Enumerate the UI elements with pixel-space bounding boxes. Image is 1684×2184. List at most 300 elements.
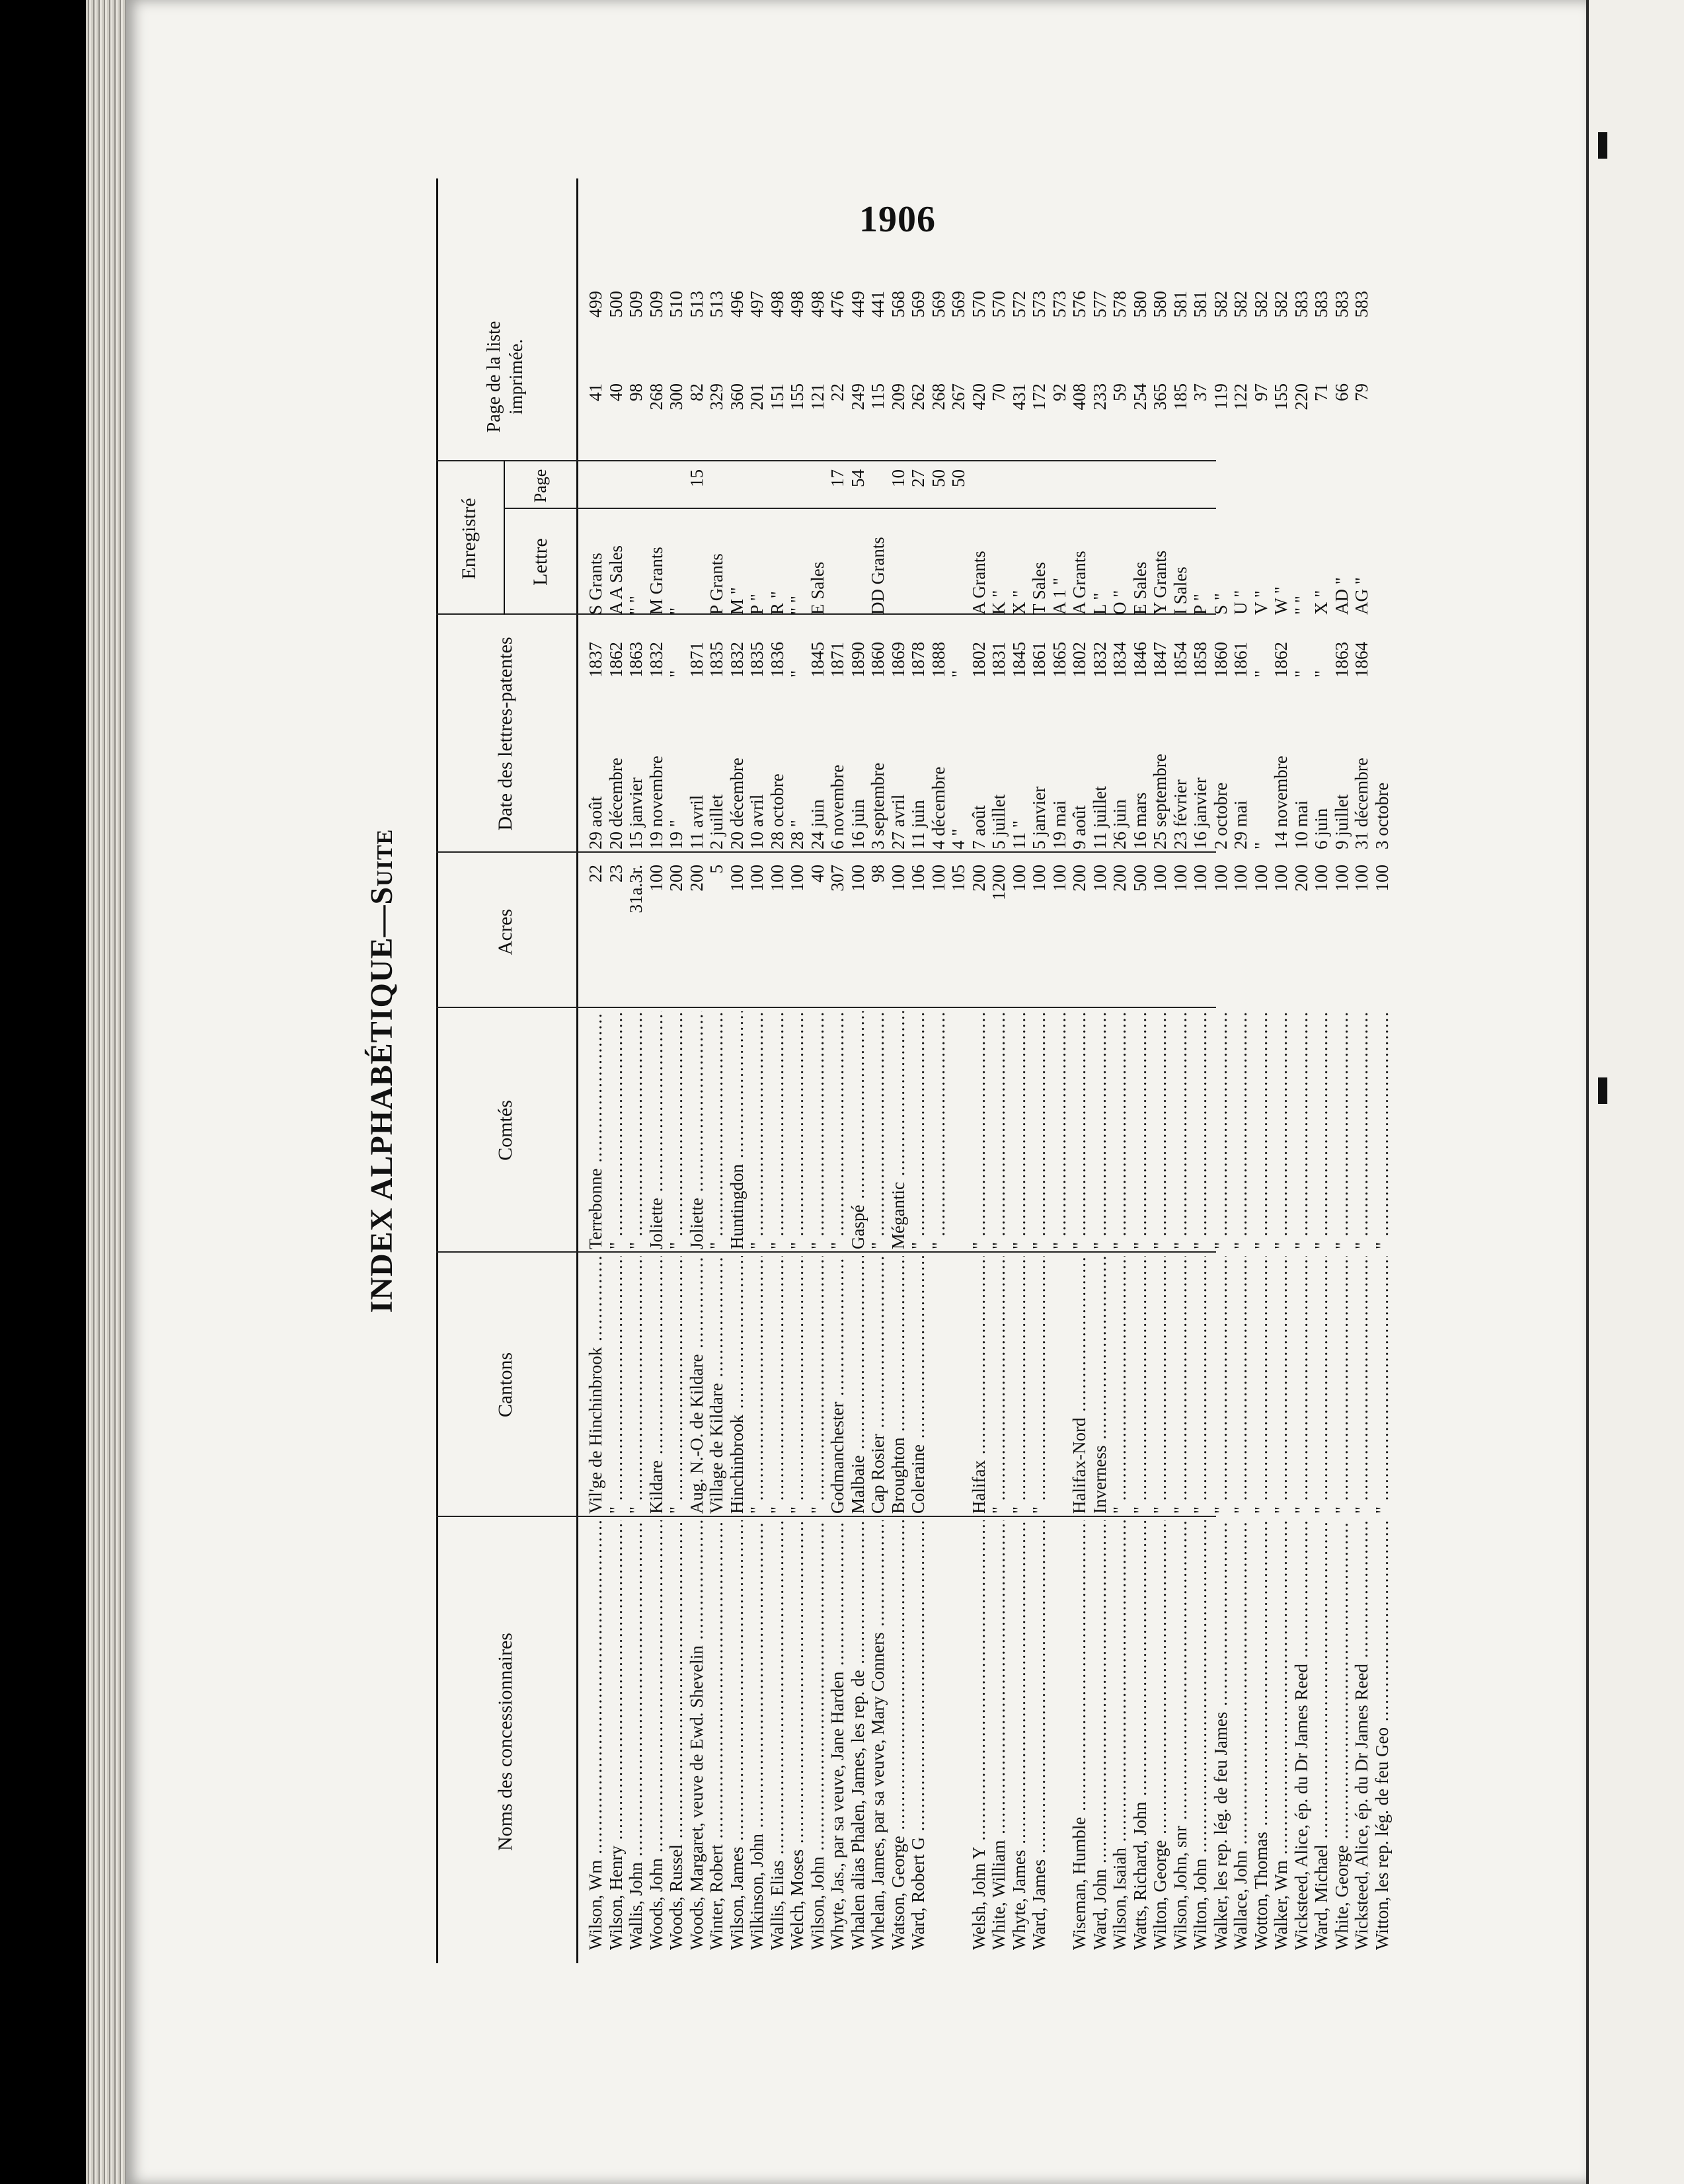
cell-lettre: Y Grants xyxy=(1150,550,1170,615)
cell-acres: 100 xyxy=(1029,865,1049,892)
cell-page-liste: 498 xyxy=(787,291,807,318)
cell-lettre: U " xyxy=(1231,590,1250,615)
cell-page-liste: 497 xyxy=(747,291,767,318)
cell-page-liste: 583 xyxy=(1311,291,1331,318)
cell-name: Watts, Richard, John ..... xyxy=(1129,1520,1151,1950)
cell-year: 1861 xyxy=(1231,642,1250,678)
cell-canton: " ..... xyxy=(1170,1256,1191,1514)
cell-name xyxy=(948,1520,969,1950)
cell-date: 6 juin xyxy=(1311,808,1331,849)
cell-name: Wallace, John ..... xyxy=(1230,1520,1251,1950)
cell-page: 431 xyxy=(1009,383,1029,410)
table-row xyxy=(625,178,646,1963)
cell-lettre xyxy=(907,509,929,615)
cell-canton xyxy=(948,1256,969,1514)
cell-page: 98 xyxy=(626,383,646,401)
table-row xyxy=(1230,178,1251,1963)
cell-name: Whyte, James ..... xyxy=(1009,1520,1030,1950)
cell-page-liste: 573 xyxy=(1049,291,1069,318)
cell-lettre: L " xyxy=(1089,592,1110,615)
cell-canton: " ..... xyxy=(1270,1256,1291,1514)
cell-canton: " ..... xyxy=(1009,1256,1030,1514)
cell-lettre-page: 27 xyxy=(908,469,928,487)
cell-year: 1863 xyxy=(626,642,646,678)
cell-comte: " ..... xyxy=(968,1011,989,1249)
cell-date: 29 août xyxy=(586,796,605,849)
cell-canton: " ..... xyxy=(786,1256,808,1514)
cell-lettre: S " xyxy=(1210,593,1231,615)
cell-year: 1860 xyxy=(1210,642,1231,678)
table-row xyxy=(988,178,1009,1963)
cell-date: 2 juillet xyxy=(707,794,726,849)
cell-date: 2 octobre xyxy=(1210,782,1231,849)
cell-page-liste: 498 xyxy=(807,291,827,318)
cell-year: 1878 xyxy=(908,642,928,678)
cell-page: 70 xyxy=(989,383,1009,401)
cell-lettre-page: 10 xyxy=(888,469,908,487)
cell-acres: 100 xyxy=(847,865,868,892)
cell-canton xyxy=(1049,1256,1070,1514)
cell-acres: 100 xyxy=(646,865,666,892)
cell-lettre-page xyxy=(1351,469,1372,509)
cell-year: 1832 xyxy=(1089,642,1110,678)
table-row xyxy=(585,178,606,1963)
cell-lettre-page: 15 xyxy=(686,469,707,487)
cell-name: Whelan, James, par sa veuve, Mary Conners ..... xyxy=(867,1520,888,1950)
cell-name: Wallis, John ..... xyxy=(625,1520,646,1950)
cell-lettre-page: 50 xyxy=(948,469,968,487)
cell-canton: " ..... xyxy=(1210,1256,1231,1514)
cell-name: Witton, les rep. lég. de feu Geo ..... xyxy=(1371,1520,1393,1950)
cell-year: 1836 xyxy=(767,642,787,678)
cell-date: 16 mars xyxy=(1129,792,1150,849)
cell-lettre: O " xyxy=(1110,590,1129,615)
cell-page-liste: 569 xyxy=(908,291,928,318)
cell-date: 28 octobre xyxy=(767,773,787,849)
cell-canton: Village de Kildare ..... xyxy=(706,1256,727,1514)
cell-lettre-page xyxy=(1009,469,1030,509)
table-row xyxy=(786,178,808,1963)
cell-lettre xyxy=(948,509,969,615)
cell-canton: Malbaie ..... xyxy=(847,1256,868,1514)
cell-page-liste: 449 xyxy=(847,291,868,318)
cell-page: 82 xyxy=(686,383,707,401)
cell-canton xyxy=(928,1256,949,1514)
cell-page: 420 xyxy=(968,383,989,410)
cell-page-liste: 499 xyxy=(586,291,605,318)
cell-canton: " ..... xyxy=(1291,1256,1312,1514)
cell-lettre: A A Sales xyxy=(605,545,626,615)
cell-lettre xyxy=(928,509,949,615)
cell-acres: 98 xyxy=(868,865,888,882)
cell-comte: " ..... xyxy=(1069,1011,1090,1249)
cell-page: 79 xyxy=(1352,383,1371,401)
cell-page-liste: 583 xyxy=(1291,291,1311,318)
cell-lettre-page xyxy=(1371,469,1393,509)
cell-page: 185 xyxy=(1170,383,1190,410)
cell-page-liste: 573 xyxy=(1029,291,1049,318)
cell-date: 4 décembre xyxy=(928,766,948,849)
header-cantons: Cantons xyxy=(494,1352,516,1418)
cell-lettre xyxy=(1371,509,1393,615)
cell-page-liste: 500 xyxy=(605,291,626,318)
cell-acres: 100 xyxy=(767,865,787,892)
cell-year: 1834 xyxy=(1110,642,1129,678)
table-row xyxy=(1170,178,1191,1963)
cell-name: Wiseman, Humble ..... xyxy=(1069,1520,1090,1950)
table-row xyxy=(1109,178,1130,1963)
cell-page: 220 xyxy=(1291,383,1311,410)
cell-lettre xyxy=(827,509,848,615)
cell-page-liste: 581 xyxy=(1170,291,1190,318)
cell-name: Wilson, Henry ..... xyxy=(605,1520,627,1950)
cell-lettre: AD " xyxy=(1331,577,1352,615)
cell-comte: " ..... xyxy=(807,1011,828,1249)
cell-name: Woods, Russel ..... xyxy=(666,1520,687,1950)
cell-comte: " ..... xyxy=(827,1011,848,1249)
cell-name: White, William ..... xyxy=(988,1520,1009,1950)
cell-page: 71 xyxy=(1311,383,1331,401)
table-row xyxy=(1049,178,1070,1963)
cell-year: 1845 xyxy=(807,642,827,678)
cell-date: 20 décembre xyxy=(726,758,747,849)
table-row xyxy=(646,178,667,1963)
cell-acres: 100 xyxy=(1231,865,1250,892)
index-title: INDEX ALPHABÉTIQUE—Suite xyxy=(364,828,399,1313)
cell-lettre: AG " xyxy=(1352,577,1371,615)
cell-date: 19 novembre xyxy=(646,756,666,849)
cell-name: Wilson, John, snr ..... xyxy=(1170,1520,1191,1950)
cell-page-liste: 580 xyxy=(1129,291,1150,318)
cell-lettre-page xyxy=(1210,469,1231,509)
cell-date: 20 décembre xyxy=(605,758,626,849)
cell-page: 37 xyxy=(1190,383,1210,401)
cell-acres: 40 xyxy=(807,865,827,882)
cell-page: 201 xyxy=(747,383,767,410)
cell-canton: Halifax ..... xyxy=(968,1256,989,1514)
cell-year: 1863 xyxy=(1331,642,1352,678)
cell-year: 1871 xyxy=(827,642,847,678)
cell-page-liste: 513 xyxy=(707,291,726,318)
cell-acres: 200 xyxy=(968,865,989,892)
cell-date: 11 juillet xyxy=(1089,786,1110,849)
cell-name: Walker, les rep. lég. de feu James ..... xyxy=(1210,1520,1231,1950)
cell-page: 59 xyxy=(1110,383,1129,401)
cell-lettre xyxy=(847,509,868,615)
cell-date: 10 mai xyxy=(1291,800,1311,849)
cell-acres: 100 xyxy=(1089,865,1110,892)
cell-canton: " ..... xyxy=(1109,1256,1130,1514)
cell-acres: 100 xyxy=(1049,865,1069,892)
cell-year: 1865 xyxy=(1049,642,1069,678)
cell-lettre: K " xyxy=(989,590,1009,615)
table-row xyxy=(1210,178,1231,1963)
cell-year: 1802 xyxy=(968,642,989,678)
cell-lettre: W " xyxy=(1271,586,1291,615)
cell-comte xyxy=(948,1011,969,1249)
cell-canton: Halifax-Nord ..... xyxy=(1069,1256,1090,1514)
cell-lettre: R " xyxy=(767,591,787,615)
cell-lettre-page xyxy=(1230,469,1251,509)
cell-canton: " ..... xyxy=(605,1256,627,1514)
cell-page-liste: 582 xyxy=(1231,291,1250,318)
cell-year: 1835 xyxy=(707,642,726,678)
cell-lettre-page xyxy=(646,469,667,509)
page-stack-edge xyxy=(86,0,126,2184)
cell-page-liste: 513 xyxy=(686,291,707,318)
cell-canton: Coleraine ..... xyxy=(907,1256,929,1514)
cell-page: 233 xyxy=(1089,383,1110,410)
cell-year: 1871 xyxy=(686,642,707,678)
cell-date: 7 août xyxy=(968,805,989,849)
cell-year: " xyxy=(666,670,686,678)
table-row xyxy=(686,178,707,1963)
cell-acres: 100 xyxy=(1009,865,1029,892)
table-row xyxy=(1270,178,1291,1963)
cell-name: Watson, George ..... xyxy=(888,1520,909,1950)
cell-canton: " ..... xyxy=(1149,1256,1170,1514)
cell-page: 22 xyxy=(827,383,847,401)
cell-year: 1862 xyxy=(605,642,626,678)
header-lettre: Lettre xyxy=(529,538,551,586)
cell-date: 14 novembre xyxy=(1271,756,1291,849)
cell-year: 1888 xyxy=(928,642,948,678)
rotated-index-table xyxy=(364,178,1392,1963)
binding-mark xyxy=(1598,132,1607,159)
enregistre-rule xyxy=(504,461,505,615)
cell-lettre-page xyxy=(1129,469,1151,509)
cell-acres: 500 xyxy=(1129,865,1150,892)
cell-comte: " ..... xyxy=(1089,1011,1110,1249)
cell-year: 1832 xyxy=(646,642,666,678)
cell-acres: 100 xyxy=(726,865,747,892)
cell-canton: " ..... xyxy=(767,1256,788,1514)
cell-year: 1832 xyxy=(726,642,747,678)
cell-page: 209 xyxy=(888,383,908,410)
cell-page-liste: 441 xyxy=(868,291,888,318)
cell-year: 1802 xyxy=(1069,642,1089,678)
cell-name: Woods, John ..... xyxy=(646,1520,667,1950)
cell-acres: 100 xyxy=(888,865,908,892)
cell-acres: 1200 xyxy=(989,865,1009,900)
cell-year: " xyxy=(948,670,968,678)
cell-page-liste: 569 xyxy=(948,291,968,318)
cell-page: 121 xyxy=(807,383,827,410)
cell-lettre: M Grants xyxy=(646,547,666,615)
cell-lettre-page xyxy=(767,469,788,509)
cell-date: 15 janvier xyxy=(626,777,646,849)
cell-date: 24 juin xyxy=(807,799,827,849)
cell-lettre: A Grants xyxy=(1069,551,1089,615)
cell-year: 1835 xyxy=(747,642,767,678)
cell-lettre: I Sales xyxy=(1170,566,1190,615)
cell-page-liste: 581 xyxy=(1190,291,1210,318)
cell-name: White, George ..... xyxy=(1331,1520,1352,1950)
cell-canton: " ..... xyxy=(1351,1256,1372,1514)
cell-lettre: E Sales xyxy=(807,561,827,615)
cell-page: 40 xyxy=(605,383,626,401)
cell-date: 4 " xyxy=(948,828,968,849)
cell-page-liste: 570 xyxy=(989,291,1009,318)
cell-canton: " ..... xyxy=(988,1256,1009,1514)
cell-comte: " ..... xyxy=(1109,1011,1130,1249)
cell-comte: Mégantic ..... xyxy=(888,1011,909,1249)
cell-page: 41 xyxy=(586,383,605,401)
cell-name: Wicksteed, Alice, ép. du Dr James Reed ..... xyxy=(1351,1520,1372,1950)
table-row xyxy=(1291,178,1312,1963)
cell-acres: 22 xyxy=(586,865,605,882)
cell-comte: " ..... xyxy=(1270,1011,1291,1249)
cell-date: 11 " xyxy=(1009,820,1029,849)
cell-canton: " ..... xyxy=(625,1256,646,1514)
cell-comte: " ..... xyxy=(1371,1011,1393,1249)
cell-page-liste: 583 xyxy=(1331,291,1352,318)
cell-lettre-page xyxy=(1149,469,1170,509)
cell-year: 1847 xyxy=(1150,642,1170,678)
cell-canton: " ..... xyxy=(1371,1256,1393,1514)
cell-page-liste: 572 xyxy=(1009,291,1029,318)
cell-name: Wilson, Isaiah ..... xyxy=(1109,1520,1130,1950)
cell-acres: 100 xyxy=(928,865,948,892)
cell-page: 329 xyxy=(707,383,726,410)
cell-comte: " ..... xyxy=(666,1011,687,1249)
cell-name: Wilson, John ..... xyxy=(807,1520,828,1950)
header-page-liste: Page de la liste imprimée. xyxy=(484,321,527,433)
cell-page-liste: 582 xyxy=(1250,291,1271,318)
cell-acres: 31a.3r. xyxy=(626,865,646,914)
cell-year: 1837 xyxy=(586,642,605,678)
cell-page-liste: 568 xyxy=(888,291,908,318)
cell-lettre: A 1 " xyxy=(1049,577,1069,615)
cell-year: 1845 xyxy=(1009,642,1029,678)
cell-comte: " ..... xyxy=(1149,1011,1170,1249)
table-row xyxy=(1351,178,1372,1963)
cell-lettre xyxy=(888,509,909,615)
header-bottom-rule xyxy=(576,178,578,1963)
cell-comte: " ..... xyxy=(907,1011,929,1249)
cell-canton: Broughton ..... xyxy=(888,1256,909,1514)
cell-page: 254 xyxy=(1129,383,1150,410)
table-row xyxy=(666,178,687,1963)
cell-page: 151 xyxy=(767,383,787,410)
cell-name xyxy=(928,1520,949,1950)
cell-name: Wilkinson, John ..... xyxy=(746,1520,767,1950)
table-row xyxy=(928,178,949,1963)
cell-lettre: DD Grants xyxy=(868,537,888,615)
cell-acres: 200 xyxy=(1291,865,1311,892)
cell-acres: 100 xyxy=(747,865,767,892)
cell-page-liste: 509 xyxy=(646,291,666,318)
cell-lettre: P " xyxy=(1190,594,1210,615)
table-row xyxy=(726,178,747,1963)
cell-acres: 106 xyxy=(908,865,928,892)
cell-page: 268 xyxy=(646,383,666,410)
cell-date: 3 septembre xyxy=(868,762,888,849)
table-row xyxy=(746,178,767,1963)
cell-page: 365 xyxy=(1150,383,1170,410)
cell-lettre-page: 54 xyxy=(847,469,868,487)
cell-year: " xyxy=(1311,670,1331,678)
cell-acres: 5 xyxy=(707,865,726,874)
cell-acres: 100 xyxy=(787,865,807,892)
cell-acres: 200 xyxy=(1069,865,1089,892)
cell-lettre: S Grants xyxy=(586,553,605,615)
cell-lettre: V " xyxy=(1250,590,1271,615)
cell-page-liste xyxy=(1371,291,1393,377)
cell-page-liste: 577 xyxy=(1089,291,1110,318)
cell-page: 267 xyxy=(948,383,968,410)
cell-page: 115 xyxy=(868,383,888,410)
table-row xyxy=(847,178,868,1963)
table-row xyxy=(1028,178,1050,1963)
cell-date: 28 " xyxy=(787,820,807,849)
cell-name: Woods, Margaret, veuve de Ewd. Shevelin ..... xyxy=(686,1520,707,1950)
table-row xyxy=(1190,178,1211,1963)
cell-date: 9 juillet xyxy=(1331,794,1352,849)
cell-lettre-page xyxy=(786,469,808,509)
cell-lettre-page xyxy=(605,469,627,509)
cell-lettre: " xyxy=(666,607,686,615)
cell-comte: " ..... xyxy=(1170,1011,1191,1249)
cell-date: 19 mai xyxy=(1049,800,1069,849)
cell-date: 27 avril xyxy=(888,794,908,849)
cell-comte: Huntingdon ..... xyxy=(726,1011,747,1249)
cell-comte: " ..... xyxy=(1129,1011,1151,1249)
cell-date: 19 " xyxy=(666,820,686,849)
cell-comte: " ..... xyxy=(1230,1011,1251,1249)
cell-comte: " ..... xyxy=(1331,1011,1352,1249)
table-row xyxy=(907,178,929,1963)
cell-canton: " ..... xyxy=(1230,1256,1251,1514)
cell-acres: 100 xyxy=(1250,865,1271,892)
cell-page: 122 xyxy=(1231,383,1250,410)
cell-name: Wotton, Thomas ..... xyxy=(1250,1520,1272,1950)
cell-canton: Inverness ..... xyxy=(1089,1256,1110,1514)
cell-lettre-page xyxy=(726,469,747,509)
cell-lettre: T Sales xyxy=(1029,562,1049,615)
cell-year: 1890 xyxy=(847,642,868,678)
cell-lettre-page xyxy=(706,469,727,509)
table-row xyxy=(827,178,848,1963)
cell-acres: 100 xyxy=(1170,865,1190,892)
cell-acres: 100 xyxy=(1150,865,1170,892)
cell-lettre-page xyxy=(968,469,989,509)
cell-name xyxy=(1049,1520,1070,1950)
cell-comte: Joliette ..... xyxy=(646,1011,667,1249)
table-row xyxy=(767,178,788,1963)
cell-date: 31 décembre xyxy=(1352,758,1371,849)
cell-comte: " ..... xyxy=(1311,1011,1332,1249)
cell-page xyxy=(1371,383,1393,463)
cell-date: 3 octobre xyxy=(1371,782,1392,849)
table-row xyxy=(1311,178,1332,1963)
cell-canton: " ..... xyxy=(1311,1256,1332,1514)
cell-lettre-page: 50 xyxy=(928,469,948,487)
cell-page: 92 xyxy=(1049,383,1069,401)
cell-page: 66 xyxy=(1331,383,1352,401)
table-row xyxy=(1250,178,1272,1963)
cell-lettre-page xyxy=(1190,469,1211,509)
cell-page: 300 xyxy=(666,383,686,410)
cell-name: Wallis, Elias ..... xyxy=(767,1520,788,1950)
cell-lettre-page xyxy=(988,469,1009,509)
cell-page: 119 xyxy=(1210,383,1231,410)
cell-page: 155 xyxy=(787,383,807,410)
table-row xyxy=(706,178,727,1963)
cell-lettre: X " xyxy=(1311,590,1331,615)
cell-page-liste: 498 xyxy=(767,291,787,318)
table-row xyxy=(605,178,627,1963)
